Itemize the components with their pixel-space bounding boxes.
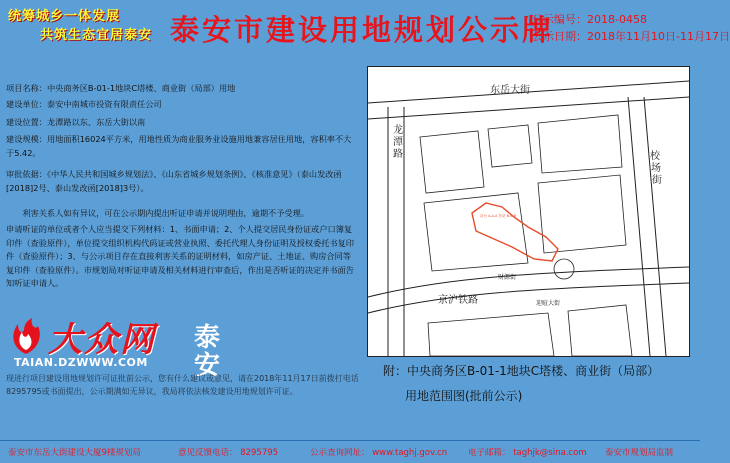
footer-phone: 意见反馈电话： 8295795 [178,448,279,458]
construction-unit: 建设单位：泰安中南城市投资有限责任公司 [6,99,162,109]
hearing-application: 申请听证的单位或者个人应当提交下列材料：1、书面申请；2、个人提交居民身份证或户口簿复印件（查验原件），单位提交组织机构代码证或营业执照、委托代理人身份证明及授权委托书复印件（查验原件）；3、与公示项目存在直接利害关系的证明材料，如房产证、土地证、购房合同等复印件（查验原件）。市规划局对听证申请及相关材料进行审查后，作出是否听证的决定并书面告知听证申请人。 [6,224,354,289]
footer-address: 泰安市东岳大街建设大厦9楼规划局 [8,448,141,458]
flame-logo-icon [6,316,46,356]
label-xiaochang-1: 校 [650,151,660,162]
footer-website[interactable]: 公示查询网址： www.taghj.gov.cn [310,448,448,458]
notice-period: 公示日期：2018年11月10日-11月17日 [532,30,730,43]
label-xiaochang-3: 街 [652,175,662,186]
slogan-line-2: 共筑生态宜居泰安 [40,28,153,43]
label-site: 站台 A.A.A 东站 B.B.B [480,214,517,218]
site-map-drawing [368,67,689,356]
label-yingxuan: 迎暄大街 [536,300,561,307]
footer-bar [0,440,700,463]
logo-url: TAIAN.DZWWW.COM [14,356,148,369]
slogan-line-1: 统筹城乡一体发展 [8,9,121,24]
footer-supervisor: 泰安市规划局监制 [605,448,674,458]
label-longtan-1: 龙 [393,125,403,136]
site-map [367,66,690,357]
label-jinghu-railway: 京沪铁路 [438,295,478,306]
logo-city-1: 泰 [194,323,221,353]
label-longtan-2: 潭 [393,137,403,148]
approval-basis: 审批依据：《中华人民共和国城乡规划法》、《山东省城乡规划条例》、《核准意见》（泰山发改函[2018]2号、泰山发改函[2018]3号）。 [6,169,342,193]
publicity-footnote: 现进行项目建设用地规划许可证批前公示，您有什么建议或意见，请在2018年11月17日前拨打电话8295795或书面提出，公示期满如无异议，我局将依法核发建设用地规划许可证。 [6,374,359,396]
logo-city-2: 安 [194,351,221,381]
project-name: 项目名称：中央商务区B-01-1地块C塔楼、商业街（局部）用地 [6,83,236,93]
construction-location: 建设位置：龙潭路以东、东岳大街以南 [6,117,146,127]
map-caption-2: 用地范围图(批前公示) [405,389,523,403]
map-caption-1: 附：中央商务区B-01-1地块C塔楼、商业街（局部） [383,364,660,378]
construction-scale: 建设规模：用地面积16024平方米，用地性质为商业服务业设施用地兼容居住用地，容积率不大于5.42。 [6,134,352,158]
label-xiaochang-2: 场 [651,163,661,174]
footer-email[interactable]: 电子邮箱： taghjk@sina.com [468,448,587,458]
header [0,0,730,48]
board-title: 泰安市建设用地规划公示牌 [170,13,555,47]
label-dongyue: 东岳大街 [490,85,530,96]
label-caiyuan: 财源街 [498,274,517,281]
notice-number: 公示编号：2018-0458 [532,13,647,26]
label-longtan-3: 路 [393,149,403,160]
logo-name: 大众网 [48,320,156,360]
dzwww-logo [6,312,236,381]
objection-notice: 利害关系人如有异议，可在公示期内提出听证申请并说明理由，逾期不予受理。 [22,208,309,218]
